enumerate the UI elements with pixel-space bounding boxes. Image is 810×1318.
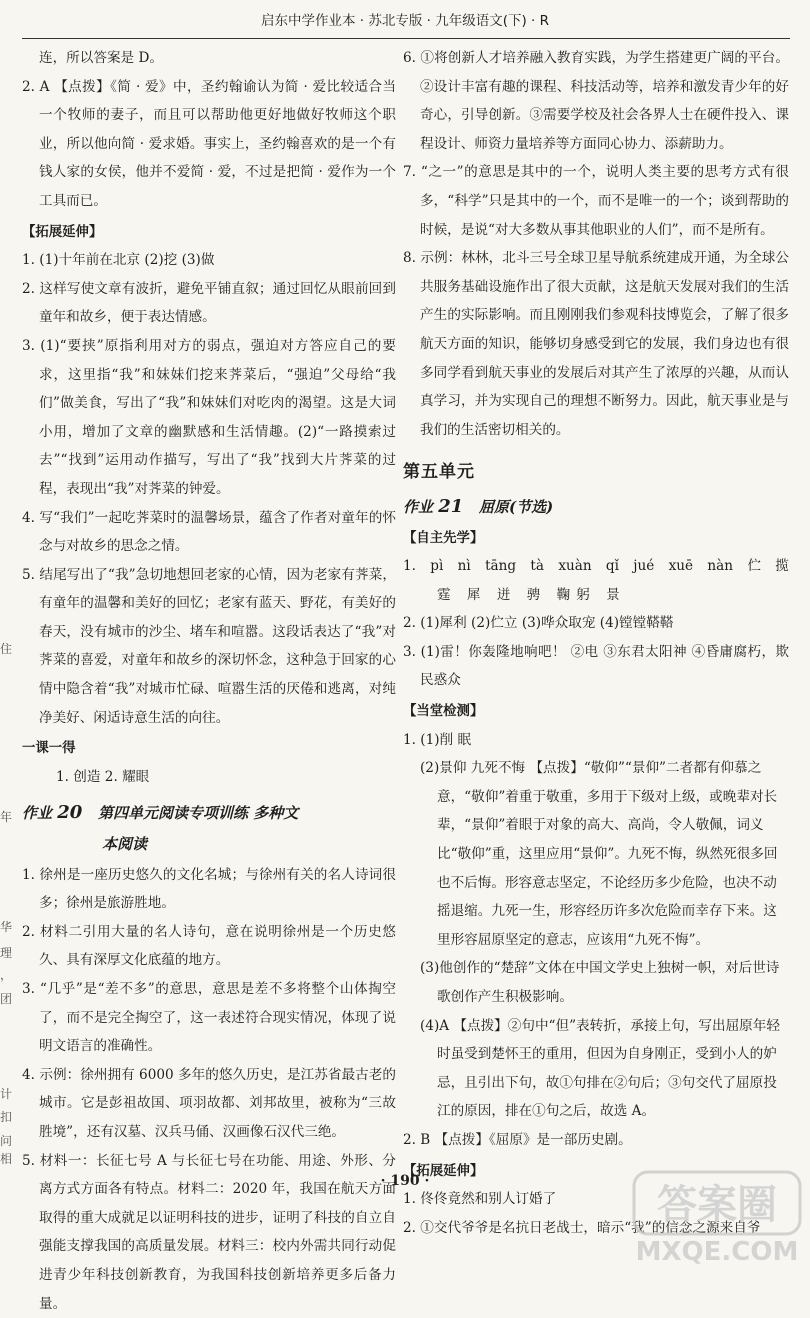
section-heading-extension: 【拓展延伸】 bbox=[22, 223, 103, 240]
answer-item: 1. 徐州是一座历史悠久的文化名城；与徐州有关的名人诗词很多；徐州是旅游胜地。 bbox=[22, 866, 396, 912]
margin-fragment: 年 bbox=[0, 810, 13, 824]
answer-item: 8. 示例：林林，北斗三号全球卫星导航系统建成开通，为全球公共服务基础设施作出了很大贡献，这是航天发展对我们的生活产生的实际影响。而且刚刚我们参观科技博览会，了解了很多航天方面的知识，能够切身感受到它的发展，我们身边也有很多同学看到航天事业的发展后对其产生了浓厚的兴趣，从而认真学习，并为实现自己的理想不断努力。因此，航天事业是与我们的生活密切相关的。 bbox=[403, 250, 789, 438]
unit-title: 第五单元 bbox=[403, 462, 475, 483]
answer-item: 7. “之一”的意思是其中的一个，说明人类主要的思考方式有很多，“科学”只是其中的一个，而不是唯一的一个；谈到帮助的时候，是说“对大多数从事其他职业的人们”，而不是所有。 bbox=[403, 164, 789, 238]
section-heading-class-test: 【当堂检测】 bbox=[403, 703, 484, 720]
homework-title-cont: 本阅读 bbox=[102, 835, 148, 854]
answer-item: 2. B 【点拨】《屈原》是一部历史剧。 bbox=[403, 1131, 632, 1148]
section-heading-extension: 【拓展延伸】 bbox=[403, 1162, 484, 1179]
characters-answer: 霆 犀 迸 骋 鞠躬 景 bbox=[437, 586, 626, 603]
homework-21-heading bbox=[403, 493, 789, 522]
watermark-graphic bbox=[632, 1168, 802, 1268]
answer-item: 2. 材料二引用大量的名人诗句，意在说明徐州是一个历史悠久、具有深厚文化底蕴的地方。 bbox=[22, 923, 396, 969]
homework-label: 作业 bbox=[22, 804, 53, 823]
left-column bbox=[22, 44, 396, 1318]
answer-subitem: (2)景仰 九死不悔 【点拨】“敬仰”“景仰”二者都有仰慕之意，“敬仰”着重于敬重，多用于下级对上级，或晚辈对长辈，“景仰”着眼于对象的高大、高尚，令人敬佩，词义比“敬仰”重，这里应用“景仰”。九死不悔，纵然死很多回也不后悔。形容意志坚定，不论经历多少危险，也决不动摇退缩。九死一生，形容经历许多次危险而幸存下来。这里形容屈原坚定的意志，应该用“九死不悔”。 bbox=[420, 760, 778, 948]
margin-fragment: 华 bbox=[0, 920, 13, 934]
watermark-text-main: 答案圈 bbox=[657, 1182, 777, 1228]
answer-item: 5. 结尾写出了“我”急切地想回老家的心情，因为老家有荠菜，有童年的温馨和美好的回忆；老家有蓝天、野花，有美好的春天，没有城市的沙尘、堵车和喧嚣。这段话表达了“我”对荠菜的喜爱，对童年和故乡的深切怀念，这种急于回家的心情中隐含着“我”对城市忙碌、喧嚣生活的厌倦和逃离，对纯净美好、闲适诗意生活的向往。 bbox=[22, 566, 396, 726]
lesson-answer: 1. 创造 2. 耀眼 bbox=[56, 768, 150, 785]
margin-fragment: 住 bbox=[0, 642, 13, 656]
margin-fragment: ， bbox=[0, 968, 13, 982]
watermark-text-url: MXQE.COM bbox=[635, 1237, 799, 1267]
answer-item: 3. (1)雷！你轰隆地响吧！ ②电 ③东君太阳神 ④昏庸腐朽，欺民惑众 bbox=[403, 643, 789, 689]
margin-fragment: 问 bbox=[0, 1134, 13, 1148]
margin-fragment: 理 bbox=[0, 946, 13, 960]
homework-number: 20 bbox=[57, 802, 83, 824]
answer-item: 2. 这样写使文章有波折，避免平铺直叙；通过回忆从眼前回到童年和故乡，便于表达情感。 bbox=[22, 280, 396, 326]
answer-item: 2. A 【点拨】《简 · 爱》中，圣约翰谕认为简 · 爱比较适合当一个牧师的妻子，而且可以帮助他更好地做好牧师这个职业，所以他向简 · 爱求婚。事实上，圣约翰喜欢的是一个有钱人家的女侯，他并不爱简 · 爱，不过是把简 · 爱作为一个工具而已。 bbox=[22, 78, 396, 209]
homework-label: 作业 bbox=[403, 497, 434, 516]
section-heading-preview: 【自主先学】 bbox=[403, 529, 484, 546]
right-column bbox=[403, 44, 789, 1242]
homework-title: 第四单元阅读专项训练 多种文 bbox=[97, 804, 299, 823]
homework-number: 21 bbox=[438, 495, 464, 517]
watermark-logo bbox=[632, 1168, 802, 1268]
header-rule bbox=[22, 38, 790, 39]
answer-item: 1. (1)十年前在北京 (2)挖 (3)做 bbox=[22, 252, 215, 269]
answer-item: 1. 佟佟竟然和别人订婚了 bbox=[403, 1191, 557, 1208]
answer-subitem: (3)他创作的“楚辞”文体在中国文学史上独树一帜，对后世诗歌创作产生积极影响。 bbox=[420, 960, 780, 1005]
answer-item: 6. ①将创新人才培养融入教育实践，为学生搭建更广阔的平台。②设计丰富有趣的课程、科技活动等，培养和激发青少年的好奇心，引导创新。③需要学校及社会各界人士在硬件投入、课程设计、师资力量培养等方面同心协力、添薪助力。 bbox=[403, 50, 789, 152]
answer-item: 3. (1)“要挟”原指利用对方的弱点，强迫对方答应自己的要求，这里指“我”和妹妹们挖来荠菜后，“强迫”父母给“我们”做美食，写出了“我”和妹妹们对吃肉的渴望。这是大词小用，增加了文章的幽默感和生活情趣。(2)“一路摸索过去”“找到”运用动作描写，写出了“我”找到大片荠菜的过程，表现出“我”对荠菜的钟爱。 bbox=[22, 337, 396, 497]
answer-continuation: 连，所以答案是 D。 bbox=[39, 50, 163, 66]
answer-item: 4. 示例：徐州拥有 6000 多年的悠久历史，是江苏省最古老的城市。它是彭祖故国、项羽故都、刘邦故里，被称为“三故胜境”，还有汉墓、汉兵马俑、汉画像石汉代三绝。 bbox=[22, 1066, 396, 1140]
answer-item: 1. (1)削 眠 bbox=[403, 731, 472, 748]
answer-item: 5. 材料一：长征七号 A 与长征七号在功能、用途、外形、分离方式方面各有特点。材料二：2020 年，我国在航天方面取得的重大成就足以证明科技的进步，证明了科技的自立自强能支撑我国的高质量发展。材料三：校内外需共同行动促进青少年科技创新教育，为我国科技创新培养更多后备力量。 bbox=[22, 1152, 396, 1312]
pinyin-answer: 1. pì nì tāng tà xuàn qǐ jué xuē nàn 伫 揽 bbox=[403, 558, 789, 575]
answer-subitem: (4)A 【点拨】②句中“但”表转折，承接上句，写出屈原年轻时虽受到楚怀王的重用，但因为自身刚正，受到小人的妒忌，且引出下句，故①句排在②句后；③句交代了屈原投江的原因，排在①句之后，故选 A。 bbox=[420, 1017, 780, 1120]
homework-20-heading bbox=[22, 799, 396, 828]
margin-fragment: 扣 bbox=[0, 1110, 13, 1124]
page-number: · 190 · bbox=[380, 1173, 430, 1189]
answer-item: 2. (1)犀利 (2)伫立 (3)哗众取宠 (4)镗镗鞳鞳 bbox=[403, 615, 674, 632]
homework-title: 屈原(节选) bbox=[478, 497, 554, 516]
section-heading-lesson: 一课一得 bbox=[22, 740, 76, 757]
running-header: 启东中学作业本 · 苏北专版 · 九年级语文(下) · R bbox=[260, 13, 550, 29]
answer-item: 2. ①交代爷爷是名抗日老战士，暗示“我”的信念之源来自爷 bbox=[403, 1219, 761, 1236]
answer-item: 3. “几乎”是“差不多”的意思，意思是差不多将整个山体掏空了，而不是完全掏空了，这一表述符合现实情况，体现了说明文语言的准确性。 bbox=[22, 981, 396, 1055]
answer-item: 4. 写“我们”一起吃荠菜时的温馨场景，蕴含了作者对童年的怀念与对故乡的思念之情。 bbox=[22, 509, 396, 555]
margin-fragment: 计 bbox=[0, 1087, 13, 1101]
margin-fragment: 团 bbox=[0, 992, 13, 1006]
margin-fragment: 相 bbox=[0, 1152, 13, 1166]
